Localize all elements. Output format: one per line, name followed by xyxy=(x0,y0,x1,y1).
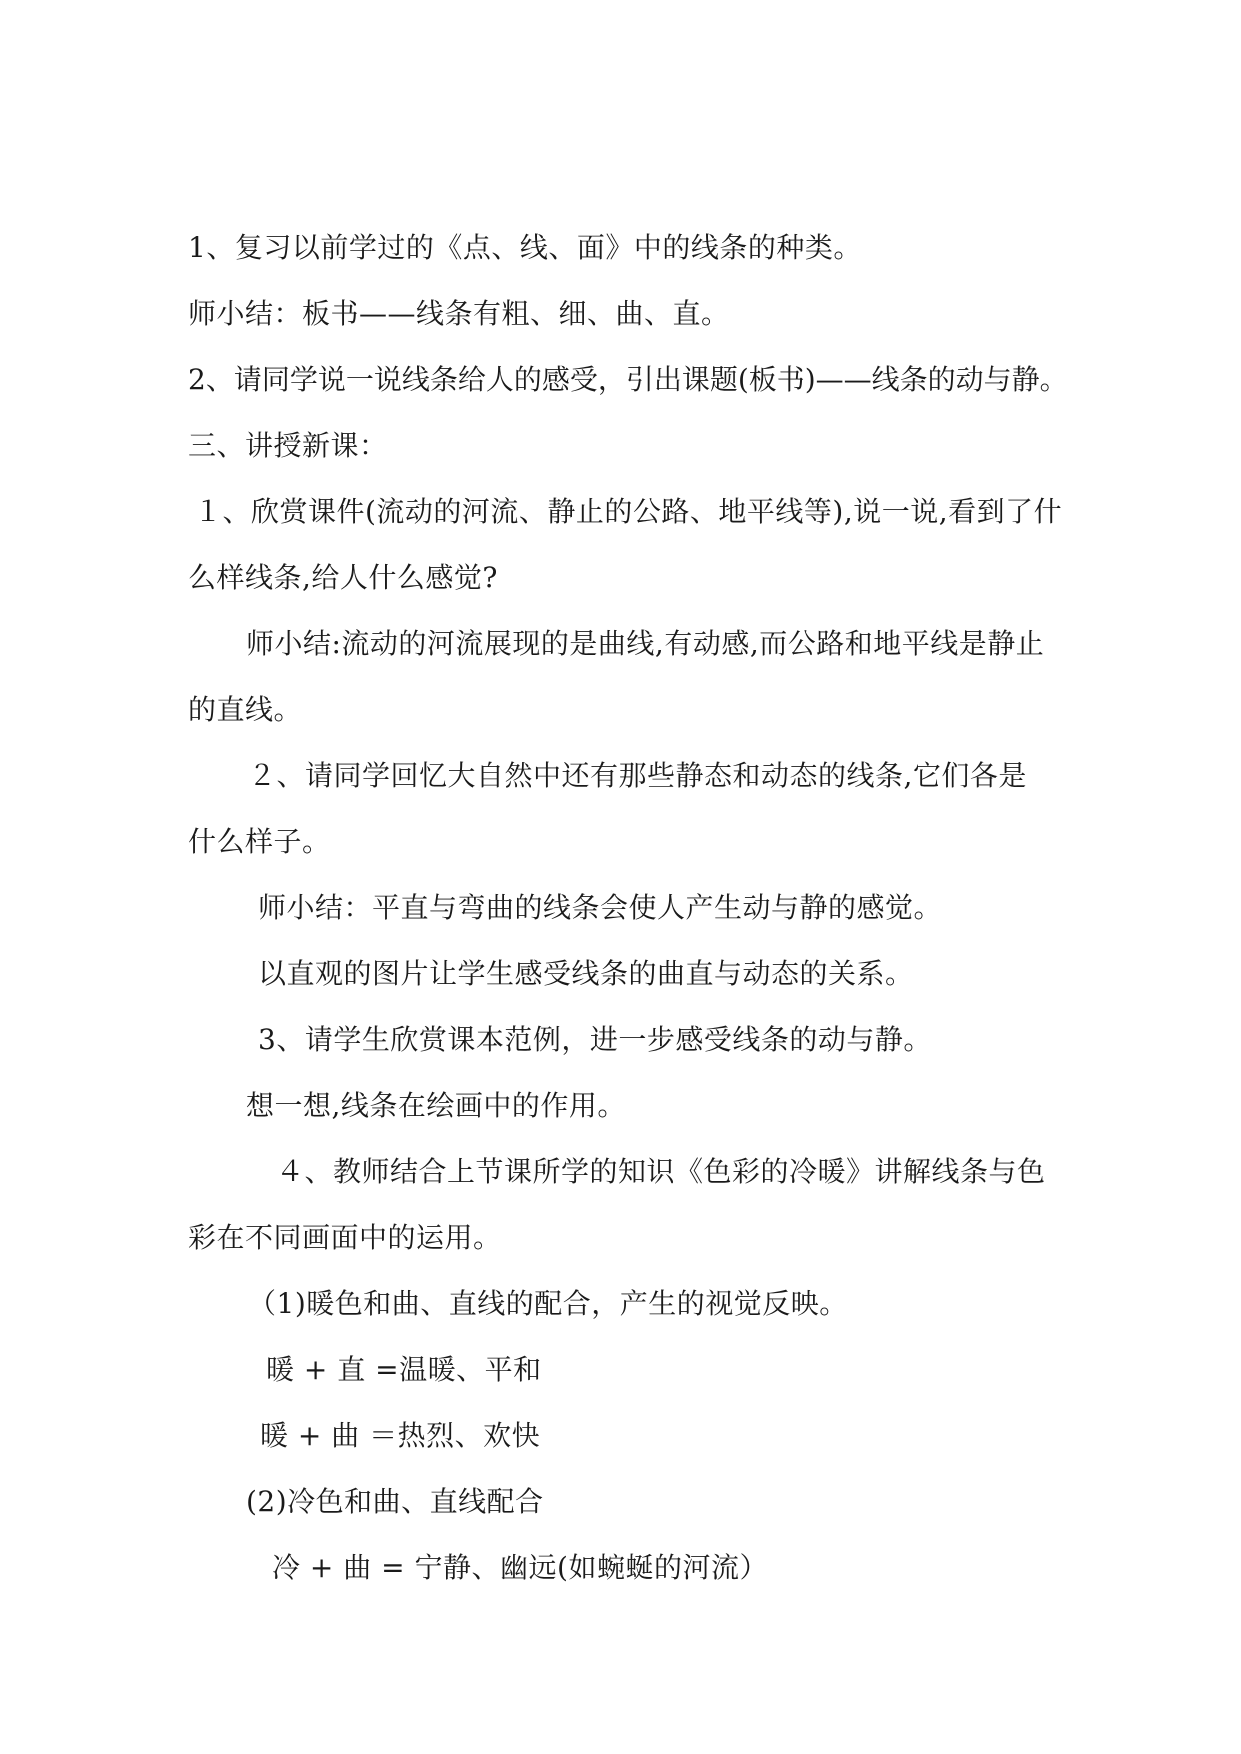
paragraph-teacher-summary-3: 师小结：平直与弯曲的线条会使人产生动与静的感觉。 xyxy=(258,891,943,924)
section-heading-new-lesson: 三、讲授新课： xyxy=(188,429,388,462)
paragraph-recall-nature: ２、请同学回忆大自然中还有那些静态和动态的线条,它们各是 xyxy=(248,759,1027,792)
paragraph-cool-colors: (2)冷色和曲、直线配合 xyxy=(246,1485,544,1518)
paragraph-intuitive-pictures: 以直观的图片让学生感受线条的曲直与动态的关系。 xyxy=(258,957,914,990)
paragraph-textbook-examples: 3、请学生欣赏课本范例，进一步感受线条的动与静。 xyxy=(258,1023,932,1056)
formula-warm-curve: 暖 + 曲 ＝热烈、欢快 xyxy=(260,1419,541,1452)
paragraph-teacher-summary-1: 师小结：板书——线条有粗、细、曲、直。 xyxy=(188,297,730,330)
paragraph-review-line-types: 1、复习以前学过的《点、线、面》中的线条的种类。 xyxy=(188,231,862,264)
formula-warm-straight: 暖 + 直 =温暖、平和 xyxy=(266,1353,542,1386)
paragraph-lead-topic: 2、请同学说一说线条给人的感受，引出课题(板书)——线条的动与静。 xyxy=(188,363,1068,396)
paragraph-warm-colors: （1)暖色和曲、直线的配合，产生的视觉反映。 xyxy=(248,1287,848,1320)
paragraph-teacher-summary-2: 师小结:流动的河流展现的是曲线,有动感,而公路和地平线是静止 xyxy=(246,627,1045,660)
paragraph-appreciate-courseware-cont: 么样线条,给人什么感觉? xyxy=(188,561,498,594)
paragraph-think-role: 想一想,线条在绘画中的作用。 xyxy=(246,1089,626,1122)
paragraph-teacher-summary-2-cont: 的直线。 xyxy=(188,693,303,726)
formula-cool-curve: 冷 + 曲 = 宁静、幽远(如蜿蜒的河流） xyxy=(272,1551,768,1584)
paragraph-color-warmth-cont: 彩在不同画面中的运用。 xyxy=(188,1221,502,1254)
paragraph-color-warmth: ４、教师结合上节课所学的知识《色彩的冷暖》讲解线条与色 xyxy=(276,1155,1046,1188)
paragraph-appreciate-courseware: １、欣赏课件(流动的河流、静止的公路、地平线等),说一说,看到了什 xyxy=(194,495,1063,528)
paragraph-recall-nature-cont: 什么样子。 xyxy=(188,825,331,858)
